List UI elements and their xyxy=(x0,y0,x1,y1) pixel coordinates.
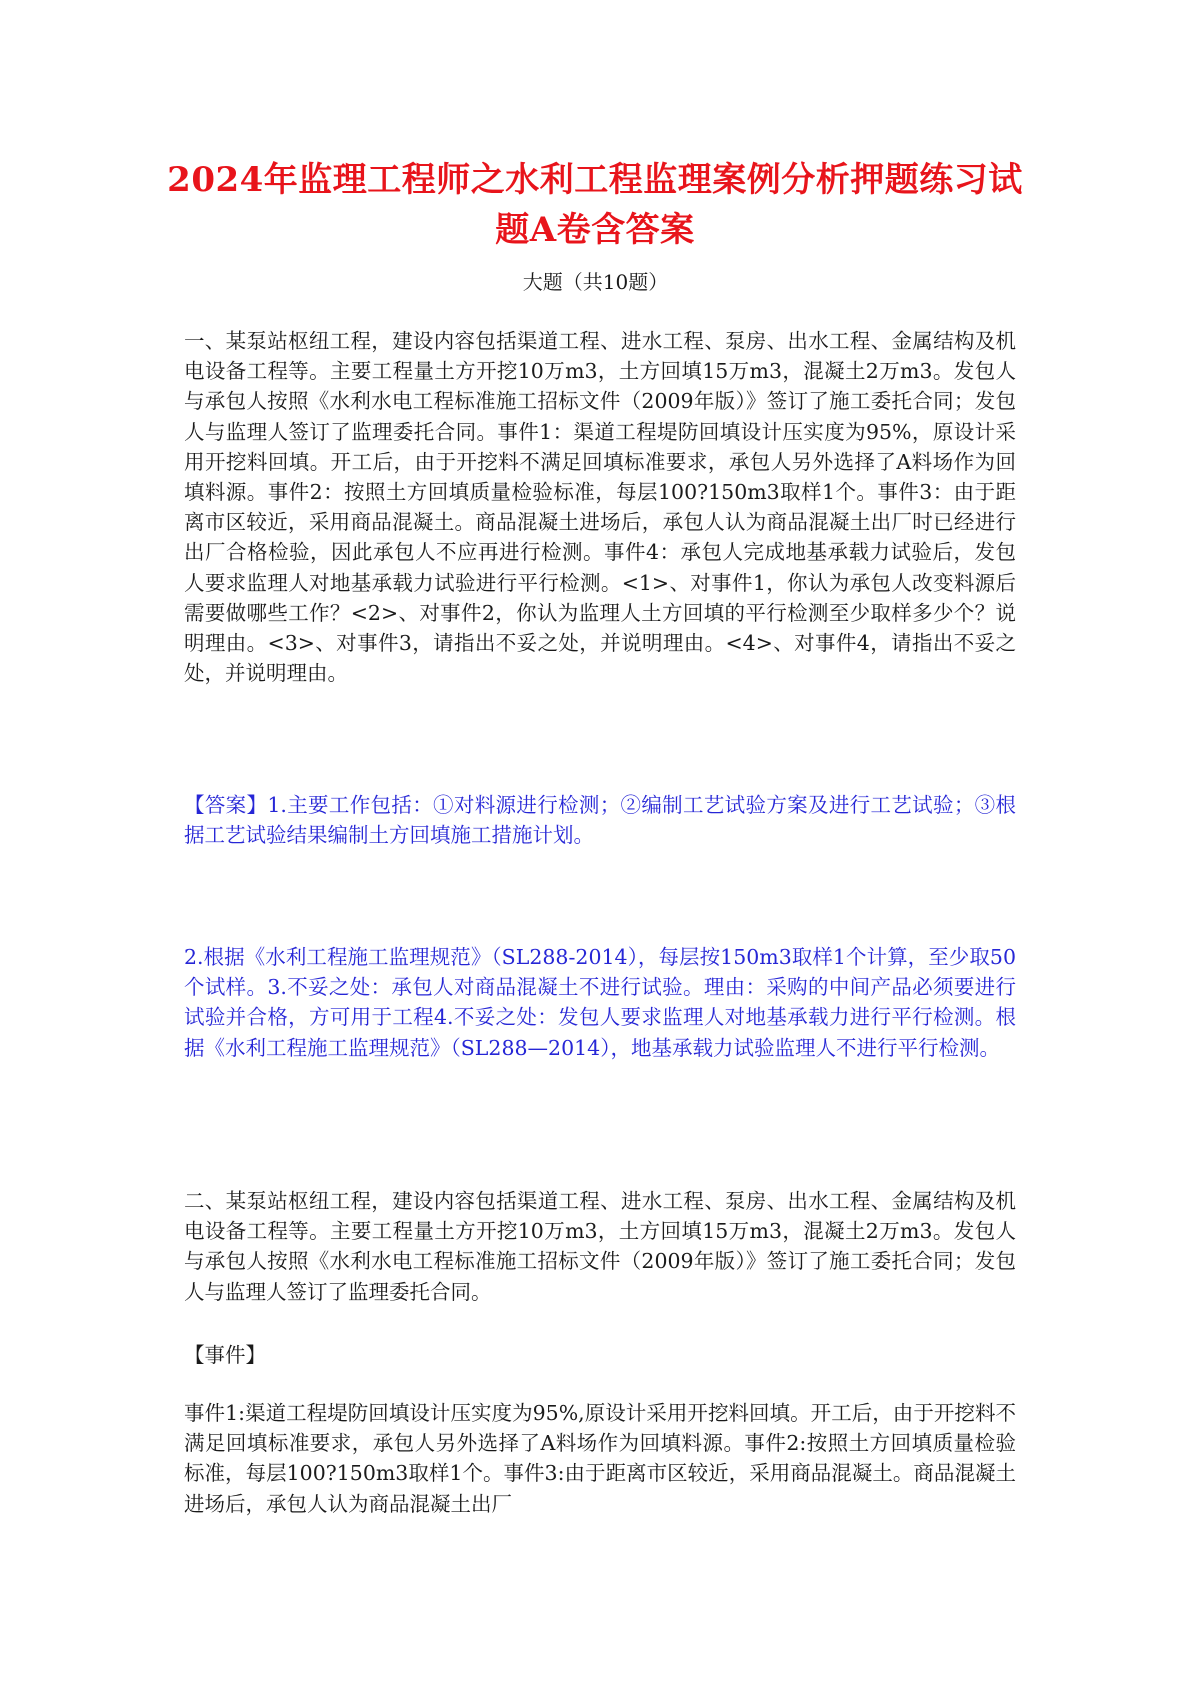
section-heading: 大题（共10题） xyxy=(522,270,669,294)
answer-1-part-1: 【答案】1.主要工作包括：①对料源进行检测；②编制工艺试验方案及进行工艺试验；③根据工艺试验结果编制土方回填施工措施计划。 xyxy=(184,793,1016,848)
question-2-text: 二、某泵站枢纽工程，建设内容包括渠道工程、进水工程、泵房、出水工程、金属结构及机电设备工程等。主要工程量土方开挖10万m3，土方回填15万m3，混凝土2万m3。发包人与承包人按照《水利水电工程标准施工招标文件（2009年版）》签订了施工委托合同；发包人与监理人签订了监理委托合同。 xyxy=(184,1189,1016,1304)
question-2-events-text: 事件1:渠道工程堤防回填设计压实度为95%,原设计采用开挖料回填。开工后，由于开挖料不满足回填标准要求，承包人另外选择了A料场作为回填料源。事件2:按照土方回填质量检验标准，每层100?150m3取样1个。事件3:由于距离市区较近，采用商品混凝土。商品混凝土进场后，承包人认为商品混凝土出厂 xyxy=(184,1401,1016,1516)
events-label: 【事件】 xyxy=(184,1343,266,1367)
answer-1-part-2: 2.根据《水利工程施工监理规范》（SL288-2014），每层按150m3取样1个计算，至少取50个试样。3.不妥之处：承包人对商品混凝土不进行试验。理由：采购的中间产品必须要进行试验并合格，方可用于工程4.不妥之处：发包人要求监理人对地基承载力进行平行检测。根据《水利工程施工监理规范》（SL288—2014），地基承载力试验监理人不进行平行检测。 xyxy=(184,945,1016,1060)
document-title: 2024年监理工程师之水利工程监理案例分析押题练习试题A卷含答案 xyxy=(167,159,1023,250)
question-1-text: 一、某泵站枢纽工程，建设内容包括渠道工程、进水工程、泵房、出水工程、金属结构及机电设备工程等。主要工程量土方开挖10万m3，土方回填15万m3，混凝土2万m3。发包人与承包人按照《水利水电工程标准施工招标文件（2009年版）》签订了施工委托合同；发包人与监理人签订了监理委托合同。事件1：渠道工程堤防回填设计压实度为95%，原设计采用开挖料回填。开工后，由于开挖料不满足回填标准要求，承包人另外选择了A料场作为回填料源。事件2：按照土方回填质量检验标准，每层100?150m3取样1个。事件3：由于距离市区较近，采用商品混凝土。商品混凝土进场后，承包人认为商品混凝土出厂时已经进行出厂合格检验，因此承包人不应再进行检测。事件4：承包人完成地基承载力试验后，发包人要求监理人对地基承载力试验进行平行检测。<1>、对事件1，你认为承包人改变料源后需要做哪些工作？<2>、对事件2，你认为监理人土方回填的平行检测至少取样多少个？说明理由。<3>、对事件3，请指出不妥之处，并说明理由。<4>、对事件4，请指出不妥之处，并说明理由。 xyxy=(184,329,1016,686)
